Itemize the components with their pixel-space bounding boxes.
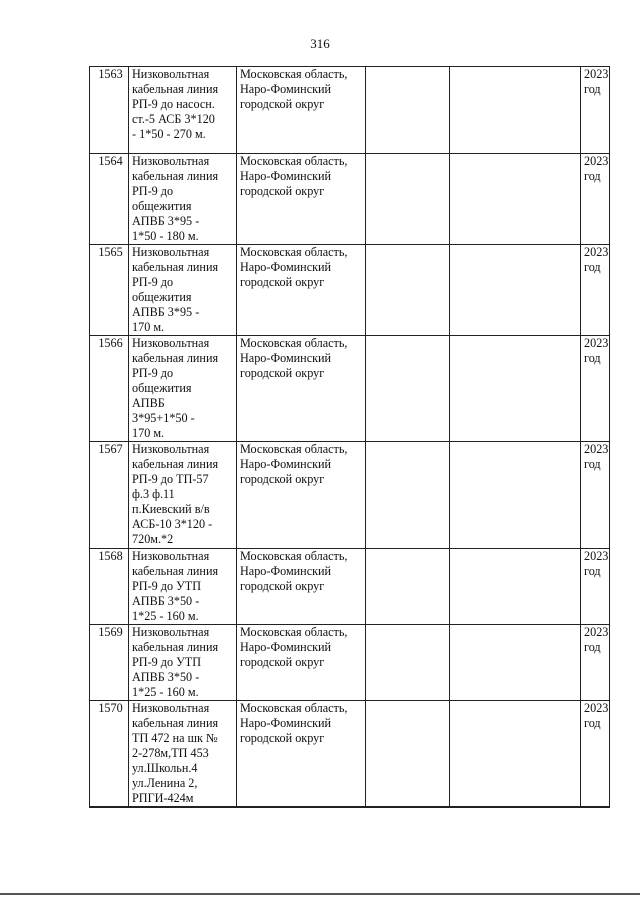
empty-cell: [450, 336, 581, 442]
registry-table: [89, 66, 610, 808]
empty-cell: [366, 625, 450, 701]
row-number: 1568: [90, 549, 129, 625]
year-cell: 2023 год: [581, 67, 610, 154]
row-number: 1563: [90, 67, 129, 154]
object-location: Московская область, Наро-Фоминский городской округ: [237, 67, 366, 154]
object-description: Низковольтная кабельная линия РП-9 до общежития АПВБ 3*95+1*50 - 170 м.: [129, 336, 237, 442]
table-row: [90, 245, 610, 336]
table-row: [90, 154, 610, 245]
empty-cell: [450, 549, 581, 625]
empty-cell: [366, 549, 450, 625]
object-location: Московская область, Наро-Фоминский городской округ: [237, 336, 366, 442]
table-row: [90, 701, 610, 808]
table-row: [90, 67, 610, 154]
object-description: Низковольтная кабельная линия РП-9 до общежития АПВБ 3*95 - 170 м.: [129, 245, 237, 336]
empty-cell: [450, 67, 581, 154]
object-location: Московская область, Наро-Фоминский городской округ: [237, 245, 366, 336]
empty-cell: [450, 701, 581, 808]
year-cell: 2023 год: [581, 701, 610, 808]
empty-cell: [366, 154, 450, 245]
object-location: Московская область, Наро-Фоминский городской округ: [237, 625, 366, 701]
table-row: [90, 625, 610, 701]
empty-cell: [366, 67, 450, 154]
object-location: Московская область, Наро-Фоминский городской округ: [237, 154, 366, 245]
year-cell: 2023 год: [581, 549, 610, 625]
object-description: Низковольтная кабельная линия РП-9 до УТП АПВБ 3*50 - 1*25 - 160 м.: [129, 549, 237, 625]
object-description: Низковольтная кабельная линия РП-9 до насосн. ст.-5 АСБ 3*120 - 1*50 - 270 м.: [129, 67, 237, 154]
object-location: Московская область, Наро-Фоминский городской округ: [237, 549, 366, 625]
table-row: [90, 442, 610, 549]
table-row: [90, 336, 610, 442]
object-location: Московская область, Наро-Фоминский городской округ: [237, 442, 366, 549]
year-cell: 2023 год: [581, 154, 610, 245]
scan-edge-line: [0, 893, 640, 895]
object-location: Московская область, Наро-Фоминский городской округ: [237, 701, 366, 808]
table-row: [90, 549, 610, 625]
year-cell: 2023 год: [581, 336, 610, 442]
object-description: Низковольтная кабельная линия ТП 472 на шк № 2-278м,ТП 453 ул.Школьн.4 ул.Ленина 2, РПГИ-424м: [129, 701, 237, 808]
empty-cell: [366, 336, 450, 442]
object-description: Низковольтная кабельная линия РП-9 до УТП АПВБ 3*50 - 1*25 - 160 м.: [129, 625, 237, 701]
object-description: Низковольтная кабельная линия РП-9 до ТП-57 ф.3 ф.11 п.Киевский в/в АСБ-10 3*120 - 720м.*2: [129, 442, 237, 549]
row-number: 1566: [90, 336, 129, 442]
row-number: 1565: [90, 245, 129, 336]
row-number: 1564: [90, 154, 129, 245]
year-cell: 2023 год: [581, 245, 610, 336]
empty-cell: [450, 625, 581, 701]
empty-cell: [366, 245, 450, 336]
year-cell: 2023 год: [581, 442, 610, 549]
empty-cell: [366, 701, 450, 808]
empty-cell: [450, 154, 581, 245]
empty-cell: [366, 442, 450, 549]
object-description: Низковольтная кабельная линия РП-9 до общежития АПВБ 3*95 - 1*50 - 180 м.: [129, 154, 237, 245]
row-number: 1569: [90, 625, 129, 701]
row-number: 1570: [90, 701, 129, 808]
page-number: 316: [310, 36, 330, 51]
year-cell: 2023 год: [581, 625, 610, 701]
row-number: 1567: [90, 442, 129, 549]
empty-cell: [450, 442, 581, 549]
empty-cell: [450, 245, 581, 336]
